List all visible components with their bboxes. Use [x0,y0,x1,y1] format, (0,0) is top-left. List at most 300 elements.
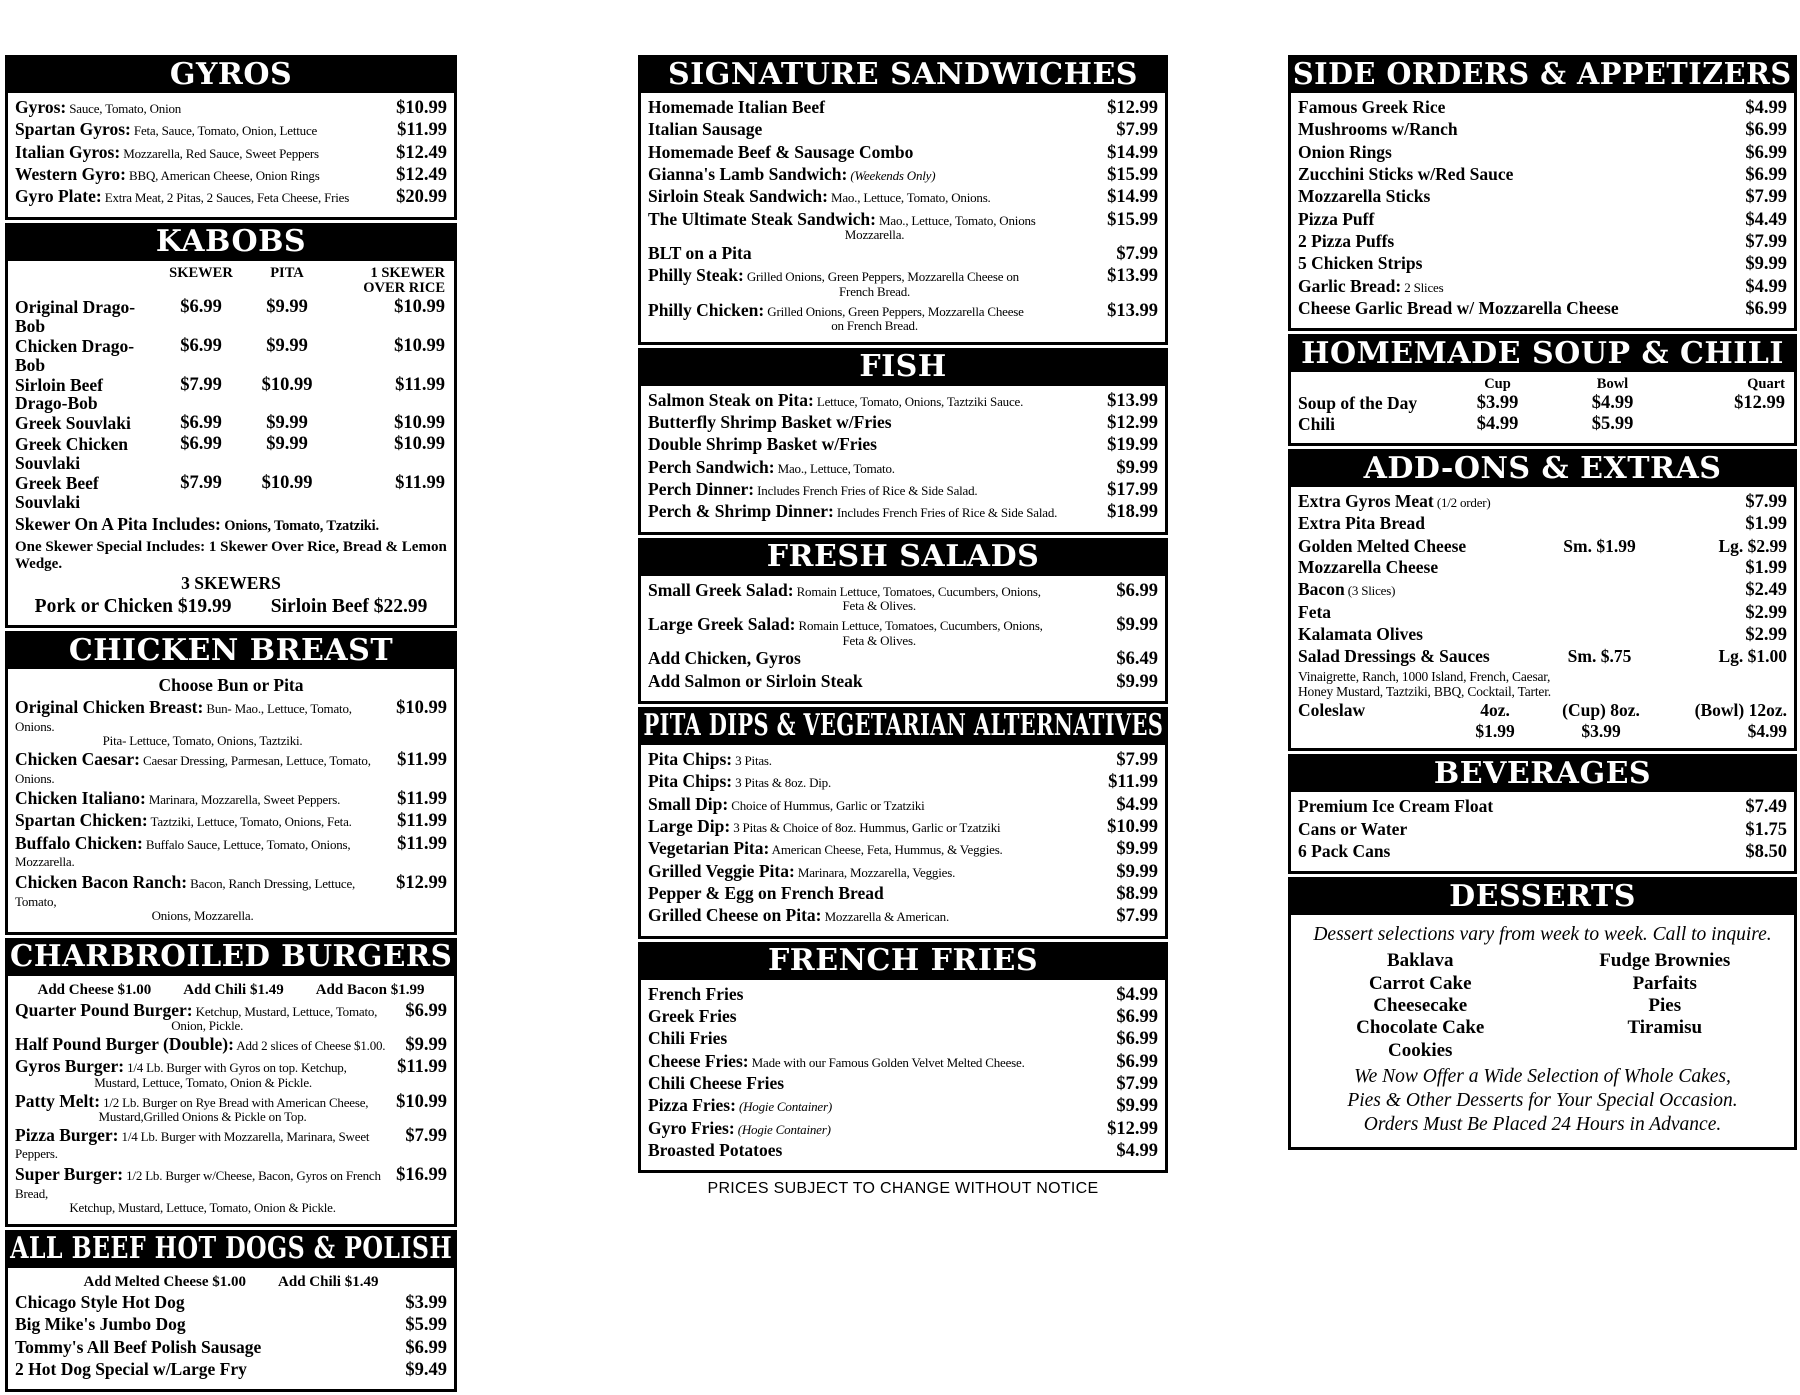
item-name: 2 Pizza Puffs [1298,231,1395,252]
item-price: $2.49 [1745,580,1787,601]
table-price-cell: $5.99 [1591,414,1634,435]
fine-print-line: Honey Mustard, Taztziki, BBQ, Cocktail, Tarter. [1298,683,1551,699]
section-title: SIDE ORDERS & APPETIZERS [1293,56,1792,92]
table-price-cell [1675,415,1787,435]
menu-section-desserts [1288,877,1797,1149]
size-price-large: Lg. $1.00 [1718,646,1787,667]
item-name: Large Greek Salad: [648,614,796,635]
table-price-cell: $9.99 [266,434,308,455]
item-text [15,698,396,748]
item-desc: Bacon, Ranch Dressing, Lettuce, Tomato, [15,875,356,909]
item-name: Western Gyro: [15,164,126,185]
section-title: KABOBS [155,224,307,260]
menu-section-gyros [5,55,457,220]
item-name: Greek Fries [648,1006,737,1027]
size-header: (Cup) 8oz. [1562,699,1640,720]
table-col-header [1298,377,1445,393]
section-body [638,93,1168,345]
item-price: $9.99 [405,1035,447,1056]
table-price-cell: $6.99 [180,434,222,455]
dessert-item: Tiramisu [1627,1017,1703,1039]
item-name: Small Dip: [648,793,729,814]
item-price: $9.99 [1116,861,1158,882]
item-name: Homemade Italian Beef [648,97,825,117]
item-name: Chicago Style Hot Dog [15,1291,185,1312]
item-price: $12.99 [1107,413,1158,434]
item-text [15,1001,405,1033]
item-text [648,98,1107,118]
item-price: $11.99 [397,833,447,854]
item-text [648,615,1116,647]
item-name: Chicken Caesar: [15,748,140,769]
item-price: $5.99 [405,1315,447,1336]
item-name: Bacon [1298,579,1345,600]
item-name: Gyros: [15,97,67,117]
item-price: $7.99 [1116,906,1158,927]
price-disclaimer: PRICES SUBJECT TO CHANGE WITHOUT NOTICE [707,1180,1099,1197]
item-price: $12.99 [1107,98,1158,118]
item-price: $11.99 [397,811,447,832]
item-text [648,1074,1116,1094]
menu-item-row [15,1126,447,1163]
item-price: $6.49 [1116,649,1158,670]
item-price: $11.99 [397,1057,447,1078]
italic-note-block [1298,1065,1787,1136]
menu-item-row [648,985,1158,1005]
section-header [638,707,1168,745]
menu-item-row [1298,299,1787,319]
table-price-cell: $11.99 [395,374,445,395]
size-price: $4.99 [1747,721,1787,742]
item-name: Garlic Bread: [1298,275,1402,296]
section-title: BEVERAGES [1433,755,1652,791]
item-desc: Grilled Onions, Green Peppers, Mozzarella Cheese [764,303,1024,319]
item-desc: Sauce, Tomato, Onion [66,101,182,116]
menu-item-row [1298,187,1787,207]
item-desc: Grilled Onions, Green Peppers, Mozzarella Cheese on [743,269,1019,285]
menu-section-french-fries [638,942,1168,1174]
item-price: $10.99 [396,698,447,719]
item-text [648,1141,1116,1161]
item-price: $4.99 [1745,98,1787,118]
menu-item-row [15,1293,447,1313]
item-name: Large Dip: [648,816,731,837]
item-text [648,906,1116,926]
item-text [15,1092,396,1124]
item-price: $1.75 [1745,819,1787,840]
item-text [15,1293,405,1313]
menu-item-row [648,772,1158,792]
item-name: Cheese Garlic Bread w/ Mozzarella Cheese [1298,298,1619,319]
section-header [5,55,457,93]
table-col-header-line: Quart [1747,376,1785,393]
table-price-cell: $10.99 [394,335,445,356]
spacer [1298,722,1448,741]
menu-section-add-ons-extras [1288,449,1797,751]
italic-note-line: We Now Offer a Wide Selection of Whole Cakes, [1354,1066,1731,1088]
item-name: Butterfly Shrimp Basket w/Fries [648,412,892,433]
section-title: HOMEMADE SOUP & CHILI [1301,335,1784,371]
item-price: $7.99 [1745,232,1787,253]
menu-section-charbroiled-burgers [5,938,457,1227]
menu-item-row [1298,514,1787,534]
item-text [648,795,1116,815]
item-price: $18.99 [1107,502,1158,523]
menu-item-row [648,795,1158,815]
item-price: $12.49 [396,165,447,186]
item-text [15,834,397,871]
item-name: Big Mike's Jumbo Dog [15,1314,186,1335]
italic-note: Dessert selections vary from week to week. Call to inquire. [1313,924,1772,946]
item-text [648,143,1107,163]
item-text [648,985,1116,1005]
item-name: 6 Pack Cans [1298,841,1391,861]
subnote-part: Add Melted Cheese $1.00 [83,1273,247,1290]
menu-item-row [648,266,1158,298]
item-desc: Mozzarella, Red Sauce, Sweet Peppers [120,145,319,161]
item-desc: 1/4 Lb. Burger with Gyros on top. Ketchup, [124,1060,347,1076]
section-header [1288,877,1797,915]
menu-section-fish [638,348,1168,535]
menu-item-row [1298,143,1787,163]
item-price: $7.99 [1116,120,1158,141]
section-body [1288,487,1797,751]
item-name: Vegetarian Pita: [648,838,770,859]
item-desc: 2 Slices [1401,279,1444,295]
table-price-cell: $4.99 [1591,393,1634,414]
item-name: Mushrooms w/Ranch [1298,119,1458,140]
item-name: Grilled Cheese on Pita: [648,905,822,926]
item-price: $9.49 [405,1359,447,1380]
item-name: Feta [1298,601,1332,622]
size-price-row [1298,647,1787,666]
item-name: Mozzarella Sticks [1298,186,1431,207]
menu-item-row [15,98,447,118]
item-name: Perch Dinner: [648,479,755,500]
item-name: Super Burger: [15,1164,124,1185]
item-text [15,143,396,163]
item-name: Pizza Puff [1298,208,1375,229]
table-col-header [245,266,329,297]
pair-right: Sirloin Beef $22.99 [270,596,428,618]
item-name: Chili Cheese Fries [648,1073,785,1094]
item-desc: 3 Pitas. [732,752,772,768]
item-price: $4.99 [1116,794,1158,815]
size-header: (Bowl) 12oz. [1694,699,1787,720]
menu-item-row [648,1052,1158,1072]
item-name: Add Chicken, Gyros [648,648,801,669]
item-text [15,1126,405,1163]
item-name: 5 Chicken Strips [1298,253,1423,274]
section-body [638,980,1168,1174]
size-price-row [1298,537,1787,556]
item-price: $6.99 [1745,165,1787,186]
item-name: Pizza Burger: [15,1124,119,1145]
item-name: Pita Chips: [648,748,733,769]
coleslaw-size-table [1298,701,1787,742]
item-name: Famous Greek Rice [1298,97,1446,117]
table-price-cell: $10.99 [261,374,313,395]
item-price: $7.99 [1116,243,1158,264]
menu-item-row [15,143,447,163]
menu-item-row [15,1360,447,1380]
note-desc: Onions, Tomato, Tzatziki. [220,517,379,534]
item-text [15,187,396,207]
menu-item-row [1298,603,1787,623]
size-price: $1.99 [1475,721,1515,742]
item-name: Cheese Fries: [648,1050,749,1071]
item-name: Double Shrimp Basket w/Fries [648,434,877,455]
item-desc-line2: Mozzarella. [844,227,905,243]
section-note-small [15,538,447,573]
menu-item-row [648,120,1158,140]
table-col-header [15,266,157,297]
note-name: One Skewer Special Includes: [15,538,206,555]
item-name: Sirloin Steak Sandwich: [648,186,828,207]
item-price: $14.99 [1107,187,1158,208]
item-text [648,165,1107,185]
menu-item-row [648,210,1158,242]
section-body [638,576,1168,704]
item-name: Salad Dressings & Sauces [1298,646,1490,667]
table-price-cell: $3.99 [1476,393,1519,414]
item-price: $12.99 [396,872,447,893]
table-item-name: Original Drago-Bob [15,297,136,336]
item-name: Pita Chips: [648,771,733,792]
item-desc: American Cheese, Feta, Hummus, & Veggies. [769,842,1003,858]
menu-item-row [15,1315,447,1335]
item-text [648,210,1107,242]
item-desc: Marinara, Mozzarella, Veggies. [794,864,956,880]
item-desc: 1/2 Lb. Burger on Rye Bread with American Cheese, [100,1094,369,1110]
dessert-item: Pies [1648,994,1682,1016]
item-price: $9.99 [1116,839,1158,860]
menu-item-row [15,1338,447,1358]
item-name: Chicken Italiano: [15,788,146,809]
item-desc: Mao., Lettuce, Tomato. [774,460,895,476]
item-text [15,873,396,923]
item-name: Philly Steak: [648,265,744,286]
dessert-item: Cheesecake [1373,994,1468,1016]
item-name: Kalamata Olives [1298,624,1423,644]
menu-section-signature-sandwiches [638,55,1168,345]
item-name: Original Chicken Breast: [15,697,204,718]
section-title: CHICKEN BREAST [68,632,394,668]
subnote-part: 3 SKEWERS [181,573,281,594]
item-desc: 1/4 Lb. Burger with Mozzarella, Marinara, Sweet Peppers. [15,1128,370,1162]
item-price: $1.99 [1745,514,1787,535]
table-price-cell: $6.99 [180,335,222,356]
dessert-item: Carrot Cake [1368,972,1472,994]
menu-item-row [648,906,1158,926]
menu-item-row [648,581,1158,613]
item-desc: 3 Pitas & Choice of 8oz. Hummus, Garlic or Tzatziki [730,820,1001,836]
menu-section-side-orders-appetizers [1288,55,1797,331]
section-body [1288,792,1797,874]
item-price: $10.99 [396,98,447,118]
item-desc-line2: Onions, Mozzarella. [151,908,254,924]
menu-item-row [648,750,1158,770]
item-name: Tommy's All Beef Polish Sausage [15,1336,262,1357]
menu-item-row [1298,558,1787,578]
item-text [1298,232,1745,252]
item-name: Quarter Pound Burger: [15,999,193,1020]
item-desc: Buffalo Sauce, Lettuce, Tomato, Onions, Mozzarella. [15,836,351,870]
menu-item-row [648,1096,1158,1116]
item-price: $7.99 [1116,749,1158,770]
item-name: Spartan Chicken: [15,810,148,831]
item-text [1298,299,1745,319]
item-name: Patty Melt: [15,1090,101,1111]
item-text [1298,797,1745,817]
item-text [15,789,397,809]
table-col-header-line: Cup [1484,376,1511,393]
table-price-cell: $11.99 [395,473,445,494]
item-name: Onion Rings [1298,141,1392,162]
item-desc: Bun- Mao., Lettuce, Tomato, Onions. [15,701,352,734]
item-name: Salmon Steak on Pita: [648,389,814,410]
table-col-header-line: 1 SKEWER [370,264,445,281]
section-header [1288,754,1797,792]
section-body [5,976,457,1227]
menu-item-row [15,698,447,748]
table-price-cell: $7.99 [180,374,222,395]
section-body [1288,93,1797,331]
item-desc: Feta, Sauce, Tomato, Onion, Lettuce [130,123,318,139]
item-name: Pizza Fries: [648,1095,736,1116]
item-name: Add Salmon or Sirloin Steak [648,670,863,691]
table-price-cell: $10.99 [394,434,445,455]
size-header: 4oz. [1480,699,1510,720]
item-price: $6.99 [1116,1007,1158,1028]
item-name: Mozzarella Cheese [1298,556,1439,577]
item-name: Cans or Water [1298,818,1408,839]
item-name: Premium Ice Cream Float [1298,796,1494,817]
item-desc-line2: Mustard, Lettuce, Tomato, Onion & Pickle. [94,1074,312,1090]
item-price: $4.99 [1116,1141,1158,1162]
menu-item-row [648,98,1158,118]
item-name: Philly Chicken: [648,299,765,320]
item-text [648,839,1116,859]
item-price: $17.99 [1107,480,1158,501]
menu-item-row [1298,120,1787,140]
item-text [1298,98,1745,118]
section-title: PITA DIPS & VEGETARIAN ALTERNATIVES [643,708,1163,744]
item-text [15,750,397,787]
menu-item-row [648,1119,1158,1139]
item-text [648,502,1107,522]
item-desc: Romain Lettuce, Tomatoes, Cucumbers, Onions, [793,583,1041,599]
item-desc: Marinara, Mozzarella, Sweet Peppers. [145,792,341,808]
item-desc: 1/2 Lb. Burger w/Cheese, Bacon, Gyros on French Bread, [15,1168,381,1201]
item-desc: Add 2 slices of Cheese $1.00. [233,1038,386,1054]
item-price: $6.99 [1745,299,1787,320]
item-name: Extra Pita Bread [1298,513,1426,534]
menu-column-middle [638,55,1168,1176]
table-col-header-line: OVER RICE [363,280,445,297]
item-desc-line2: Feta & Olives. [842,632,916,648]
section-header [638,348,1168,386]
table-item-name: Chili [1298,414,1335,435]
item-desc: Romain Lettuce, Tomatoes, Cucumbers, Onions, [795,618,1043,634]
item-text [648,649,1116,669]
table-price-cell: $6.99 [180,297,222,318]
menu-item-row [648,1074,1158,1094]
item-text [1298,514,1745,534]
table-price-cell: $10.99 [394,413,445,434]
item-price: $6.99 [405,1000,447,1021]
item-desc: (1/2 order) [1433,495,1491,511]
item-price: $10.99 [396,1091,447,1112]
section-title: ADD-ONS & EXTRAS [1363,450,1722,486]
section-subnote [15,1274,447,1291]
table-price-cell: $9.99 [266,413,308,434]
item-name: Zucchini Sticks w/Red Sauce [1298,164,1514,185]
item-price: $6.99 [1116,1029,1158,1050]
table-price-cell: $4.99 [1476,414,1519,435]
menu-section-chicken-breast [5,631,457,935]
menu-item-row [648,435,1158,455]
menu-item-row [1298,277,1787,297]
item-text [648,301,1107,333]
menu-item-row [648,413,1158,433]
table-item-name: Sirloin Beef Drago-Bob [15,374,103,414]
section-title: ALL BEEF HOT DOGS & POLISH [9,1231,453,1267]
menu-section-fresh-salads [638,538,1168,704]
item-name: Gianna's Lamb Sandwich: [648,164,848,185]
item-text [648,1007,1116,1027]
item-price: $9.99 [1116,457,1158,478]
menu-item-row [1298,820,1787,840]
table-price-cell: $10.99 [261,473,313,494]
item-price: $11.99 [1108,772,1158,793]
item-desc: Choice of Hummus, Garlic or Tzatziki [728,797,925,813]
item-text [15,120,397,140]
menu-item-row [648,1007,1158,1027]
menu-item-row [648,391,1158,411]
item-text [1298,254,1745,274]
item-name: Grilled Veggie Pita: [648,860,795,881]
section-note [15,515,447,535]
item-text [1298,625,1745,645]
item-text [648,862,1116,882]
item-price: $19.99 [1107,435,1158,456]
menu-item-row [648,672,1158,692]
item-price: $3.99 [405,1292,447,1313]
item-desc-line2: Pita- Lettuce, Tomato, Onions, Taztziki. [102,733,303,749]
item-price: $9.99 [1116,1096,1158,1117]
item-desc: Caesar Dressing, Parmesan, Lettuce, Tomato, Onions. [15,752,371,786]
menu-item-row [648,839,1158,859]
table-col-header-line: SKEWER [169,264,233,281]
table-item-name: Greek Beef Souvlaki [15,473,99,513]
item-price: $6.99 [1116,580,1158,601]
item-name: Perch Sandwich: [648,456,775,477]
table-price-cell: $9.99 [266,335,308,356]
item-text [1298,143,1745,163]
subnote-part: Add Cheese $1.00 [37,981,152,998]
menu-item-row [648,143,1158,163]
item-price: $15.99 [1107,165,1158,186]
item-name: Italian Sausage [648,119,763,140]
item-text [15,165,396,185]
item-desc: Mao., Lettuce, Tomato, Onions. [827,190,991,206]
item-name: Gyros Burger: [15,1056,125,1077]
menu-item-row [1298,210,1787,230]
menu-item-row [648,649,1158,669]
item-desc: Mao., Lettuce, Tomato, Onions [876,212,1036,228]
pair-left: Pork or Chicken $19.99 [34,596,232,618]
